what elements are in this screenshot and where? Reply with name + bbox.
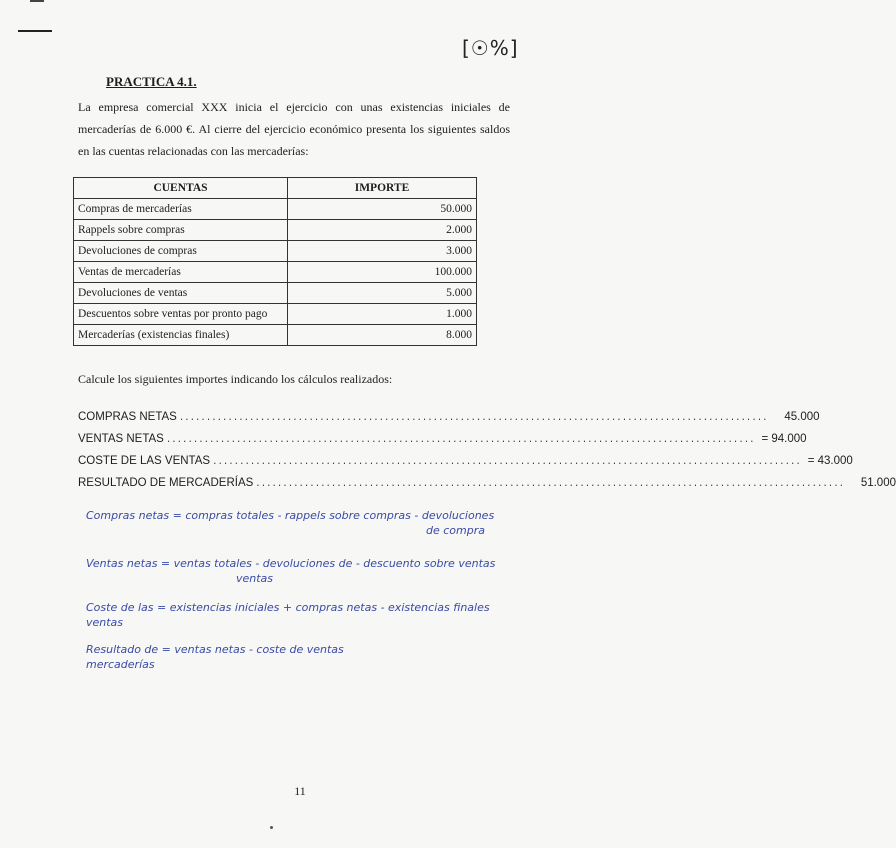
result-value: 51.000: [860, 477, 896, 489]
row-concept: Devoluciones de ventas: [74, 283, 288, 304]
row-concept: Descuentos sobre ventas por pronto pago: [74, 304, 288, 325]
row-concept: Ventas de mercaderías: [74, 262, 288, 283]
row-concept: Rappels sobre compras: [74, 220, 288, 241]
dot-leader: .............................................................................................................: [212, 457, 801, 467]
exercise-title: PRACTICA 4.1.: [106, 74, 197, 89]
result-value: 45.000: [784, 411, 820, 423]
dot-leader: .............................................................................................................: [178, 413, 768, 423]
page-number: 11: [294, 784, 306, 798]
table-row: [74, 199, 477, 220]
row-amount: 5.000: [288, 283, 477, 304]
row-amount: 8.000: [288, 325, 477, 346]
instructions-text: Calcule los siguientes importes indicando los cálculos realizados:: [78, 372, 393, 386]
table-header-row: [74, 178, 477, 199]
row-concept: Compras de mercaderías: [74, 199, 288, 220]
dot-leader: .............................................................................................................: [255, 479, 844, 489]
row-amount: 50.000: [288, 199, 477, 220]
table-row: [74, 283, 477, 304]
table-row: [74, 241, 477, 262]
result-label: RESULTADO DE MERCADERÍAS: [78, 477, 254, 489]
note-line: Coste de las = existencias iniciales + compras netas - existencias finales: [86, 601, 490, 614]
row-amount: 1.000: [288, 304, 477, 325]
result-ventas-netas: [78, 433, 807, 455]
corner-line: [18, 30, 52, 32]
row-concept: Mercaderías (existencias finales): [74, 325, 288, 346]
results-list: [78, 411, 896, 499]
result-label: VENTAS NETAS: [78, 433, 164, 445]
table-row: [74, 304, 477, 325]
accounts-table: [73, 177, 477, 346]
row-amount: 2.000: [288, 220, 477, 241]
dot-leader: .............................................................................................................: [165, 435, 755, 445]
handwritten-note: [86, 556, 566, 586]
handwritten-note: [86, 642, 566, 672]
row-concept: Devoluciones de compras: [74, 241, 288, 262]
result-compras-netas: [78, 411, 820, 433]
header-importe: IMPORTE: [288, 178, 477, 199]
result-label: COSTE DE LAS VENTAS: [78, 455, 211, 467]
exercise-intro: La empresa comercial XXX inicia el ejercicio con unas existencias iniciales de mercaderías de 6.000 €. Al cierre del ejercicio económico presenta los siguientes saldos en las cuentas relacionadas con las mercaderías:: [78, 100, 510, 158]
row-amount: 100.000: [288, 262, 477, 283]
scan-speck: [270, 826, 273, 829]
note-line: ventas: [236, 572, 274, 585]
result-label: COMPRAS NETAS: [78, 411, 177, 423]
handwritten-note: [86, 600, 566, 630]
note-line: ventas: [86, 616, 124, 629]
note-line: Compras netas = compras totales - rappels sobre compras - devoluciones: [86, 509, 495, 522]
result-value: = 43.000: [807, 455, 853, 467]
row-amount: 3.000: [288, 241, 477, 262]
header-cuentas: CUENTAS: [74, 178, 288, 199]
handwritten-note: [86, 508, 566, 538]
note-line: mercaderías: [86, 658, 155, 671]
note-line: Resultado de = ventas netas - coste de ventas: [86, 643, 344, 656]
result-resultado-mercaderias: [78, 477, 896, 499]
handwritten-stamp: [☉%]: [462, 36, 519, 60]
top-tick: [30, 0, 44, 2]
table-row: [74, 220, 477, 241]
note-line: Ventas netas = ventas totales - devoluciones de - descuento sobre ventas: [86, 557, 496, 570]
result-value: = 94.000: [761, 433, 807, 445]
table-row: [74, 325, 477, 346]
note-line: de compra: [426, 524, 485, 537]
result-coste-ventas: [78, 455, 853, 477]
table-row: [74, 262, 477, 283]
